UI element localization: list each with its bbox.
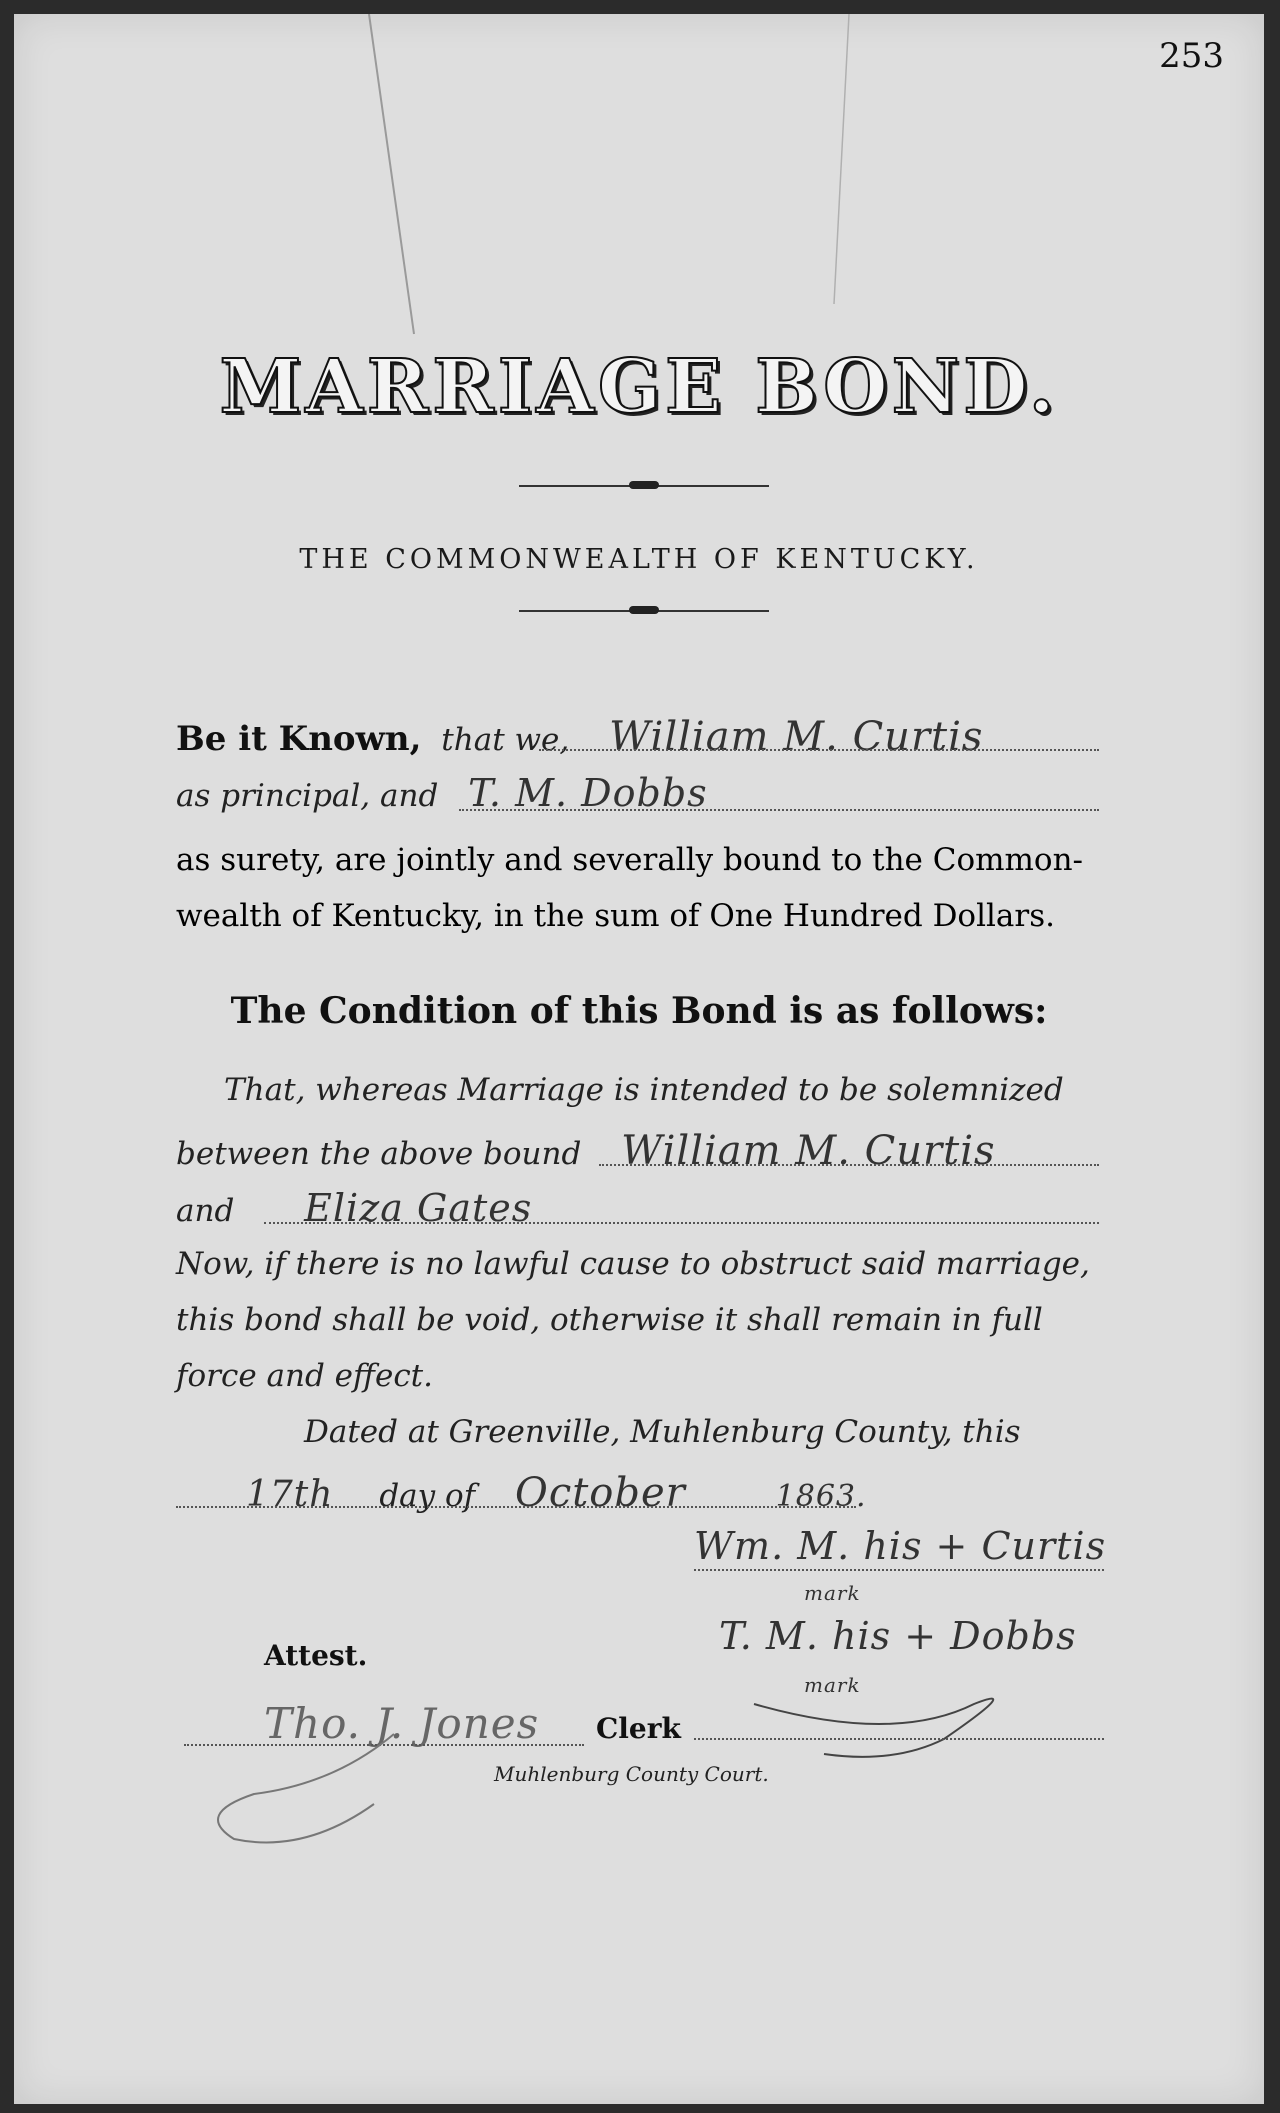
bride-name-line <box>264 1222 1099 1224</box>
mark-1: mark <box>804 1581 861 1605</box>
and-label: and <box>176 1193 235 1229</box>
be-it-known-line <box>176 714 1264 760</box>
signature-1: Wm. M. his + Curtis <box>694 1524 1107 1568</box>
principal-signature-rule <box>694 1738 1104 1740</box>
day-of-label: day of <box>379 1478 476 1514</box>
surety-name: T. M. Dobbs <box>468 771 708 815</box>
surety-text-line: as surety, are jointly and severally bound to the Common- <box>176 842 1084 878</box>
as-principal-label: as principal, and <box>176 778 439 814</box>
now-line: Now, if there is no lawful cause to obstruct said marriage, <box>176 1246 1090 1282</box>
document-title: MARRIAGE BOND. <box>219 344 1059 430</box>
attest-label: Attest. <box>264 1639 368 1672</box>
commonwealth-heading: THE COMMONWEALTH OF KENTUCKY. <box>299 544 979 575</box>
court-label: Muhlenburg County Court. <box>494 1762 769 1786</box>
day-value: 17th <box>246 1474 334 1515</box>
condition-heading: The Condition of this Bond is as follows: <box>230 990 1048 1032</box>
signature-1-line <box>694 1569 1104 1571</box>
dated-line: Dated at Greenville, Muhlenburg County, this <box>304 1414 1021 1450</box>
principal-name: William M. Curtis <box>609 714 984 760</box>
clerk-flourish <box>194 1714 514 1864</box>
wealth-text-line: wealth of Kentucky, in the sum of One Hundred Dollars. <box>176 898 1055 934</box>
mark-2: mark <box>804 1673 861 1697</box>
mark-1-line <box>804 1572 1264 1608</box>
date-line <box>176 1470 1264 1516</box>
whereas-line: That, whereas Marriage is intended to be solemnized <box>224 1072 1064 1108</box>
signature-curtis <box>694 1524 1264 1568</box>
page-number: 253 <box>1159 36 1224 76</box>
between-label: between the above bound <box>176 1136 582 1172</box>
year-value: 1863. <box>775 1479 867 1514</box>
bond-void-line: this bond shall be void, otherwise it shall remain in full <box>176 1302 1043 1338</box>
ornament-divider-top <box>519 485 769 487</box>
signature-2: T. M. his + Dobbs <box>719 1614 1077 1658</box>
groom-name-line <box>599 1164 1099 1166</box>
clerk-label: Clerk <box>596 1712 681 1745</box>
ornament-divider-bottom <box>519 610 769 612</box>
between-line <box>176 1128 1264 1174</box>
that-we-label: that we, <box>441 722 570 758</box>
surety-name-line <box>459 809 1099 811</box>
date-fill-line <box>176 1506 856 1508</box>
force-line: force and effect. <box>176 1358 433 1394</box>
be-it-known-label: Be it Known, <box>176 719 422 759</box>
bride-name: Eliza Gates <box>304 1186 533 1230</box>
principal-name-line <box>539 749 1099 751</box>
document-page <box>14 14 1264 2104</box>
month-value: October <box>515 1470 686 1516</box>
clerk-signature: Tho. J. Jones <box>264 1699 540 1748</box>
groom-name: William M. Curtis <box>621 1128 996 1174</box>
